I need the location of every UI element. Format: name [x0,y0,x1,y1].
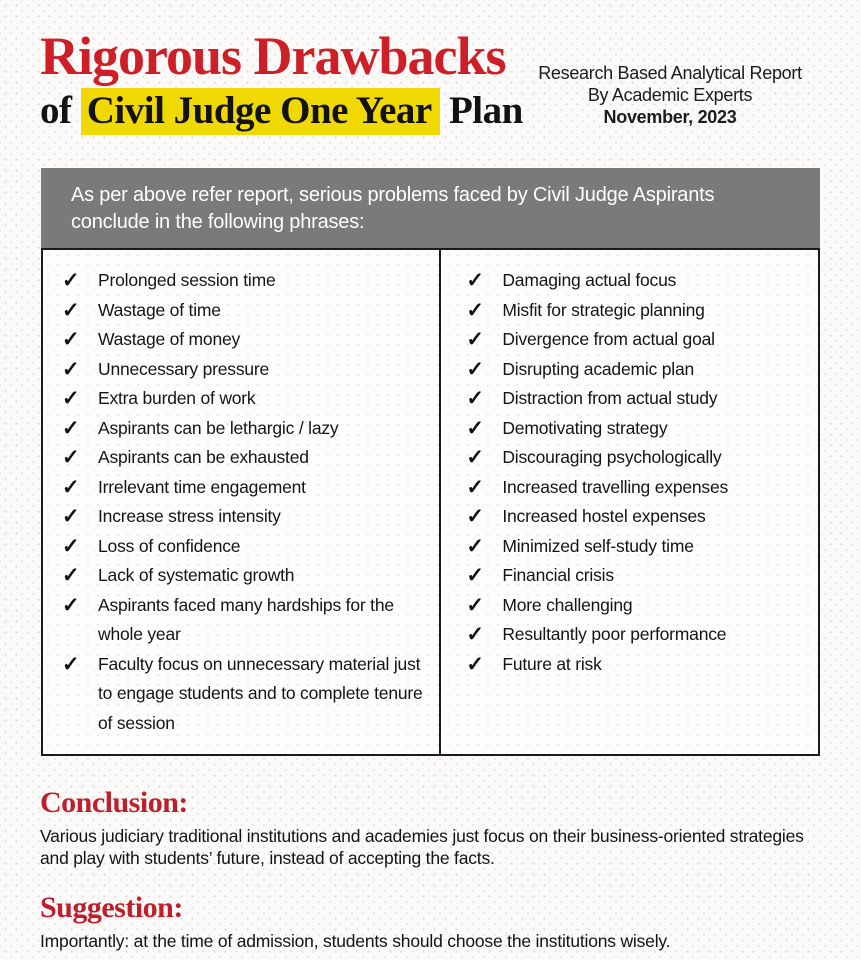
check-icon: ✓ [62,564,80,587]
drawback-item [62,384,431,414]
drawback-item-label: More challenging [502,594,633,615]
check-icon: ✓ [62,475,80,499]
drawback-item [466,502,810,532]
drawback-item [466,473,810,503]
drawback-item-label: Wastage of time [98,299,221,320]
drawback-item-label: Aspirants can be exhausted [98,447,309,467]
drawback-item-label: Discouraging psychologically [502,447,722,467]
suggestion-text: Importantly: at the time of admission, students should choose the institutions wisely. [40,931,671,951]
report-info [515,62,825,128]
drawback-item [466,325,810,355]
drawback-item-label: Faculty focus on unnecessary material just to engage students and to complete tenure of session [98,653,423,733]
drawback-item-label: Aspirants faced many hardships for the whole year [98,594,394,644]
drawback-item-label: Aspirants can be lethargic / lazy [98,417,339,438]
check-icon: ✓ [466,387,484,410]
drawback-item-label: Loss of confidence [98,535,241,556]
check-icon: ✓ [466,298,484,322]
drawback-item [62,473,431,503]
drawback-item [62,414,431,444]
check-icon: ✓ [62,328,80,351]
drawback-item [62,561,431,591]
check-icon: ✓ [466,446,484,469]
check-icon: ✓ [466,534,484,558]
page-title: Rigorous Drawbacks [40,26,506,86]
bottom-sections [0,756,861,953]
drawback-item [466,591,810,621]
drawback-item-label: Financial crisis [502,565,614,585]
drawback-item [466,532,810,562]
drawback-item [62,296,431,326]
check-icon: ✓ [466,593,484,617]
drawback-item-label: Disrupting academic plan [502,358,695,379]
check-icon: ✓ [62,593,80,617]
drawback-item-label: Distraction from actual study [502,388,718,408]
check-icon: ✓ [62,269,80,292]
conclusion-heading: Conclusion: [40,786,188,819]
check-icon: ✓ [466,623,484,646]
report-info-line2: By Academic Experts [587,85,753,105]
drawback-item [62,266,431,296]
subtitle-prefix: of [40,89,81,132]
drawback-item [62,502,431,532]
drawback-item [466,384,810,414]
check-icon: ✓ [62,652,80,676]
conclusion-text: Various judiciary traditional institutions and academies just focus on their business-oriented strategies and play with students’ future, instead of accepting the facts. [40,826,804,868]
drawback-item [62,532,431,562]
check-icon: ✓ [466,475,484,499]
drawbacks-column-right [441,250,818,754]
drawback-item-label: Lack of systematic growth [98,565,295,585]
report-info-date: November, 2023 [603,107,737,127]
check-icon: ✓ [466,652,484,676]
check-icon: ✓ [62,446,80,469]
check-icon: ✓ [466,269,484,292]
check-icon: ✓ [466,505,484,528]
drawback-item [62,355,431,385]
check-icon: ✓ [62,505,80,528]
check-icon: ✓ [62,534,80,558]
check-icon: ✓ [62,298,80,322]
drawbacks-box [41,248,820,756]
check-icon: ✓ [466,328,484,351]
drawback-item-label: Wastage of money [98,329,241,349]
drawback-item-label: Unnecessary pressure [98,358,270,379]
drawback-item-label: Increased hostel expenses [502,506,706,526]
drawback-item-label: Minimized self-study time [502,535,694,556]
suggestion-section [40,891,821,953]
drawback-item [466,296,810,326]
drawback-item [62,591,431,650]
conclusion-section [40,786,821,869]
drawback-item-label: Damaging actual focus [502,270,677,290]
drawback-item [466,414,810,444]
drawback-item [62,325,431,355]
drawback-item-label: Prolonged session time [98,270,276,290]
check-icon: ✓ [466,357,484,381]
drawback-item-label: Extra burden of work [98,388,256,408]
drawback-item [466,650,810,680]
drawback-item-label: Increase stress intensity [98,506,281,526]
drawback-item-label: Resultantly poor performance [502,624,727,644]
drawback-item-label: Misfit for strategic planning [502,299,705,320]
drawbacks-column-left [43,250,441,754]
drawback-item [466,266,810,296]
drawback-item [466,355,810,385]
check-icon: ✓ [466,564,484,587]
drawback-item [466,443,810,473]
header [0,0,861,134]
suggestion-heading: Suggestion: [40,891,183,924]
subtitle-highlight: Civil Judge One Year [81,88,440,135]
check-icon: ✓ [466,416,484,440]
drawback-item-label: Divergence from actual goal [502,329,715,349]
drawback-item-label: Increased travelling expenses [502,476,729,497]
drawback-item-label: Demotivating strategy [502,417,668,438]
report-info-line1: Research Based Analytical Report [538,63,802,83]
check-icon: ✓ [62,357,80,381]
drawback-item [466,561,810,591]
drawback-item [466,620,810,650]
drawback-item-label: Future at risk [502,653,602,674]
check-icon: ✓ [62,387,80,410]
drawback-item [62,443,431,473]
check-icon: ✓ [62,416,80,440]
drawback-item [62,650,431,739]
intro-banner [41,168,820,248]
drawback-item-label: Irrelevant time engagement [98,476,306,497]
subtitle-suffix: Plan [439,89,523,132]
intro-banner-text: As per above refer report, serious problems faced by Civil Judge Aspirants conclude in the following phrases: [71,184,715,233]
